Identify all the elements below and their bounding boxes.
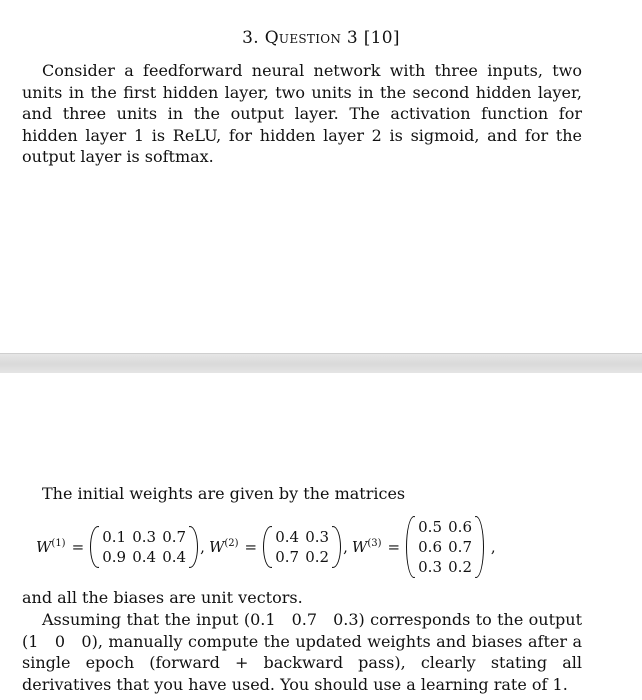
w3-label: $W^{(3)}$ [351, 538, 382, 556]
question-title: Question 3 [264, 28, 359, 48]
biases-text: and all the biases are unit vectors. [22, 588, 303, 607]
question-number: 3. [242, 28, 259, 48]
w1-matrix: 0.1 0.3 0.7 0.9 0.4 0.4 [90, 526, 198, 568]
input-vector: (0.1 0.7 0.3) [243, 610, 365, 629]
intro-paragraph: Consider a feedforward neural network with three inputs, two units in the first hidden layer, two units in the second hidden layer, and three units in the output layer. The activation function for hidden layer 1 is ReLU, for hidden layer 2 is sigmoid, and for the output layer is softmax. [22, 61, 582, 166]
w1-label: $W^{(1)}$ [36, 538, 66, 556]
weight-matrices-formula: $W^{(1)}$ = 0.1 0.3 0.7 0.9 0.4 0.4 , $W^{(2)}$ = 0.4 0.3 0.7 0.2 , $W^{(3)}$ = 0.5 0.6 0.6 0.7 0.3 0.2 , [36, 518, 496, 576]
w2-label: $W^{(2)}$ [208, 538, 239, 556]
output-vector: (1 0 0) [22, 631, 98, 651]
question-heading [0, 28, 642, 48]
page-divider [0, 353, 642, 375]
page-bottom [0, 373, 642, 700]
weights-intro: The initial weights are given by the matrices [42, 484, 406, 503]
task-paragraph: Assuming that the input (0.1 0.7 0.3) corresponds to the output (1 0 0), manually compute the updated weights and biases after a single epoch (forward + backward pass), clearly stating all derivatives that you have used. You should use a learning rate of 1. [22, 610, 582, 694]
w3-matrix: 0.5 0.6 0.6 0.7 0.3 0.2 [406, 516, 484, 578]
w2-matrix: 0.4 0.3 0.7 0.2 [263, 526, 341, 568]
question-marks: [10] [363, 28, 400, 48]
